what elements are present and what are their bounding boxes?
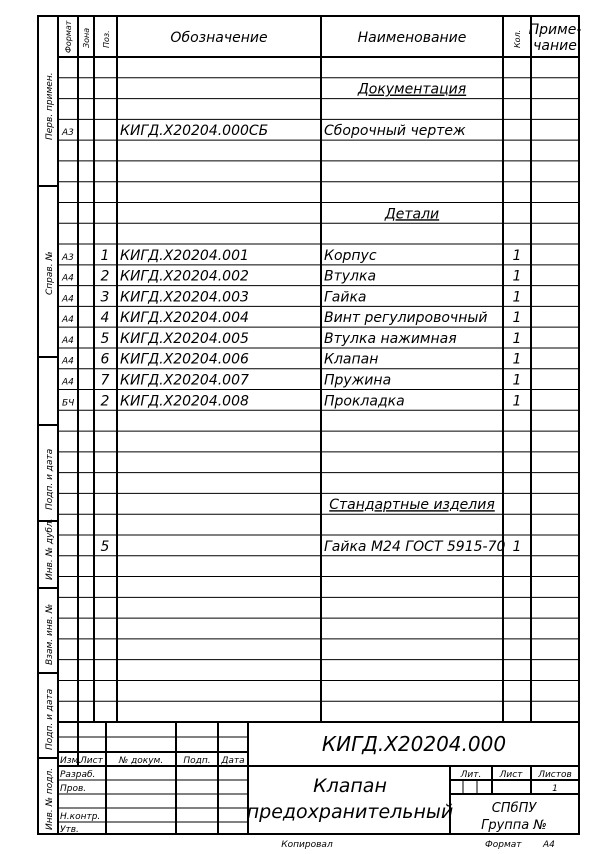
sheets-value: 1 (552, 784, 558, 794)
row-name: Сборочный чертеж (324, 123, 466, 140)
row-qty: 1 (512, 289, 522, 306)
row-pos: 1 (100, 247, 110, 264)
row-name: Клапан (324, 351, 379, 368)
spec-table-grid (58, 16, 579, 722)
row-designation: КИГД.X20204.004 (120, 310, 249, 327)
role-prov: Пров. (60, 784, 87, 794)
row-qty: 1 (512, 247, 522, 264)
row-pos: 2 (100, 268, 110, 285)
row-name: Гайка (324, 289, 367, 306)
row-qty: 1 (512, 372, 522, 389)
row-qty: 1 (512, 330, 522, 347)
header-zone: Зона (82, 27, 91, 48)
margin-label-podp-data-1: Подп. и дата (45, 448, 55, 510)
margin-label-inv-dubl: Инв. № дубл. (45, 518, 55, 580)
footer-copied: Копировал (281, 840, 333, 850)
item-name-line2: предохранительный (246, 801, 454, 823)
row-format: A4 (62, 377, 74, 388)
row-pos: 6 (100, 351, 110, 368)
row-name: Прокладка (324, 393, 405, 410)
margin-label-podp-data-2: Подп. и дата (45, 688, 55, 750)
row-pos: 5 (100, 330, 110, 347)
row-format: A3 (62, 128, 74, 139)
row-designation: КИГД.X20204.007 (120, 372, 249, 389)
sheets-label: Листов (538, 770, 572, 780)
col-doc-no-label: № докум. (118, 756, 164, 766)
row-pos: 3 (100, 289, 110, 306)
row-format: A4 (62, 356, 74, 367)
margin-label-perv-primen: Перв. примен. (45, 72, 55, 140)
row-pos: 4 (100, 310, 110, 327)
section-heading: Документация (357, 81, 467, 98)
spec-table-rows (61, 82, 521, 555)
row-name: Корпус (324, 247, 377, 264)
row-designation: КИГД.X20204.008 (120, 393, 249, 410)
role-n-kontr: Н.контр. (60, 812, 101, 822)
section-heading: Детали (384, 206, 440, 223)
col-list-label: Лист (80, 756, 103, 766)
margin-label-sprav-no: Справ. № (45, 251, 55, 295)
row-qty: 1 (512, 310, 522, 327)
row-designation: КИГД.X20204.006 (120, 351, 249, 368)
row-format: A4 (62, 335, 74, 346)
header-qty: Кол. (513, 29, 522, 48)
header-note-line2: чание (533, 38, 577, 54)
row-designation: КИГД.X20204.003 (120, 289, 249, 306)
row-pos: 2 (100, 393, 110, 410)
footer-format-value: A4 (543, 840, 555, 850)
col-izm-label: Изм. (60, 756, 82, 766)
item-name-line1: Клапан (313, 775, 387, 797)
section-heading: Стандартные изделия (329, 497, 495, 514)
role-razrab: Разраб. (60, 770, 96, 780)
margin-label-inv-podl: Инв. № подл. (45, 767, 55, 830)
row-designation: КИГД.X20204.005 (120, 330, 249, 347)
row-name: Втулка нажимная (324, 330, 457, 347)
header-format: Формат (64, 20, 73, 53)
row-qty: 1 (512, 393, 522, 410)
role-utv: Утв. (60, 825, 79, 835)
row-format: A4 (62, 273, 74, 284)
row-format: БЧ (62, 398, 75, 409)
row-designation: КИГД.X20204.001 (120, 247, 249, 264)
header-designation: Обозначение (170, 30, 268, 46)
row-qty: 1 (512, 351, 522, 368)
lit-label: Лит. (460, 770, 482, 780)
row-qty: 1 (512, 538, 522, 555)
org-line2: Группа № (481, 818, 547, 833)
row-format: A4 (62, 294, 74, 305)
col-podp-label: Подп. (183, 756, 211, 766)
row-name: Втулка (324, 268, 377, 285)
row-name: Винт регулировочный (324, 310, 488, 327)
row-designation: КИГД.X20204.002 (120, 268, 249, 285)
row-pos: 7 (100, 372, 110, 389)
margin-label-vzam-inv: Взам. инв. № (45, 603, 55, 665)
row-format: A3 (62, 252, 74, 263)
sheet-label: Лист (499, 770, 523, 780)
org-line1: СПбПУ (491, 801, 537, 816)
header-name: Наименование (357, 30, 467, 46)
row-pos: 5 (100, 538, 110, 555)
document-code: КИГД.X20204.000 (321, 732, 507, 756)
footer-format-label: Формат (485, 840, 522, 850)
row-format: A4 (62, 315, 74, 326)
col-data-label: Дата (221, 756, 245, 766)
header-pos: Поз. (102, 30, 111, 48)
row-qty: 1 (512, 268, 522, 285)
row-designation: КИГД.X20204.000СБ (120, 123, 269, 140)
row-name: Пружина (324, 372, 392, 389)
header-note-line1: Приме- (528, 22, 582, 38)
row-name: Гайка М24 ГОСТ 5915-70 (324, 538, 506, 555)
